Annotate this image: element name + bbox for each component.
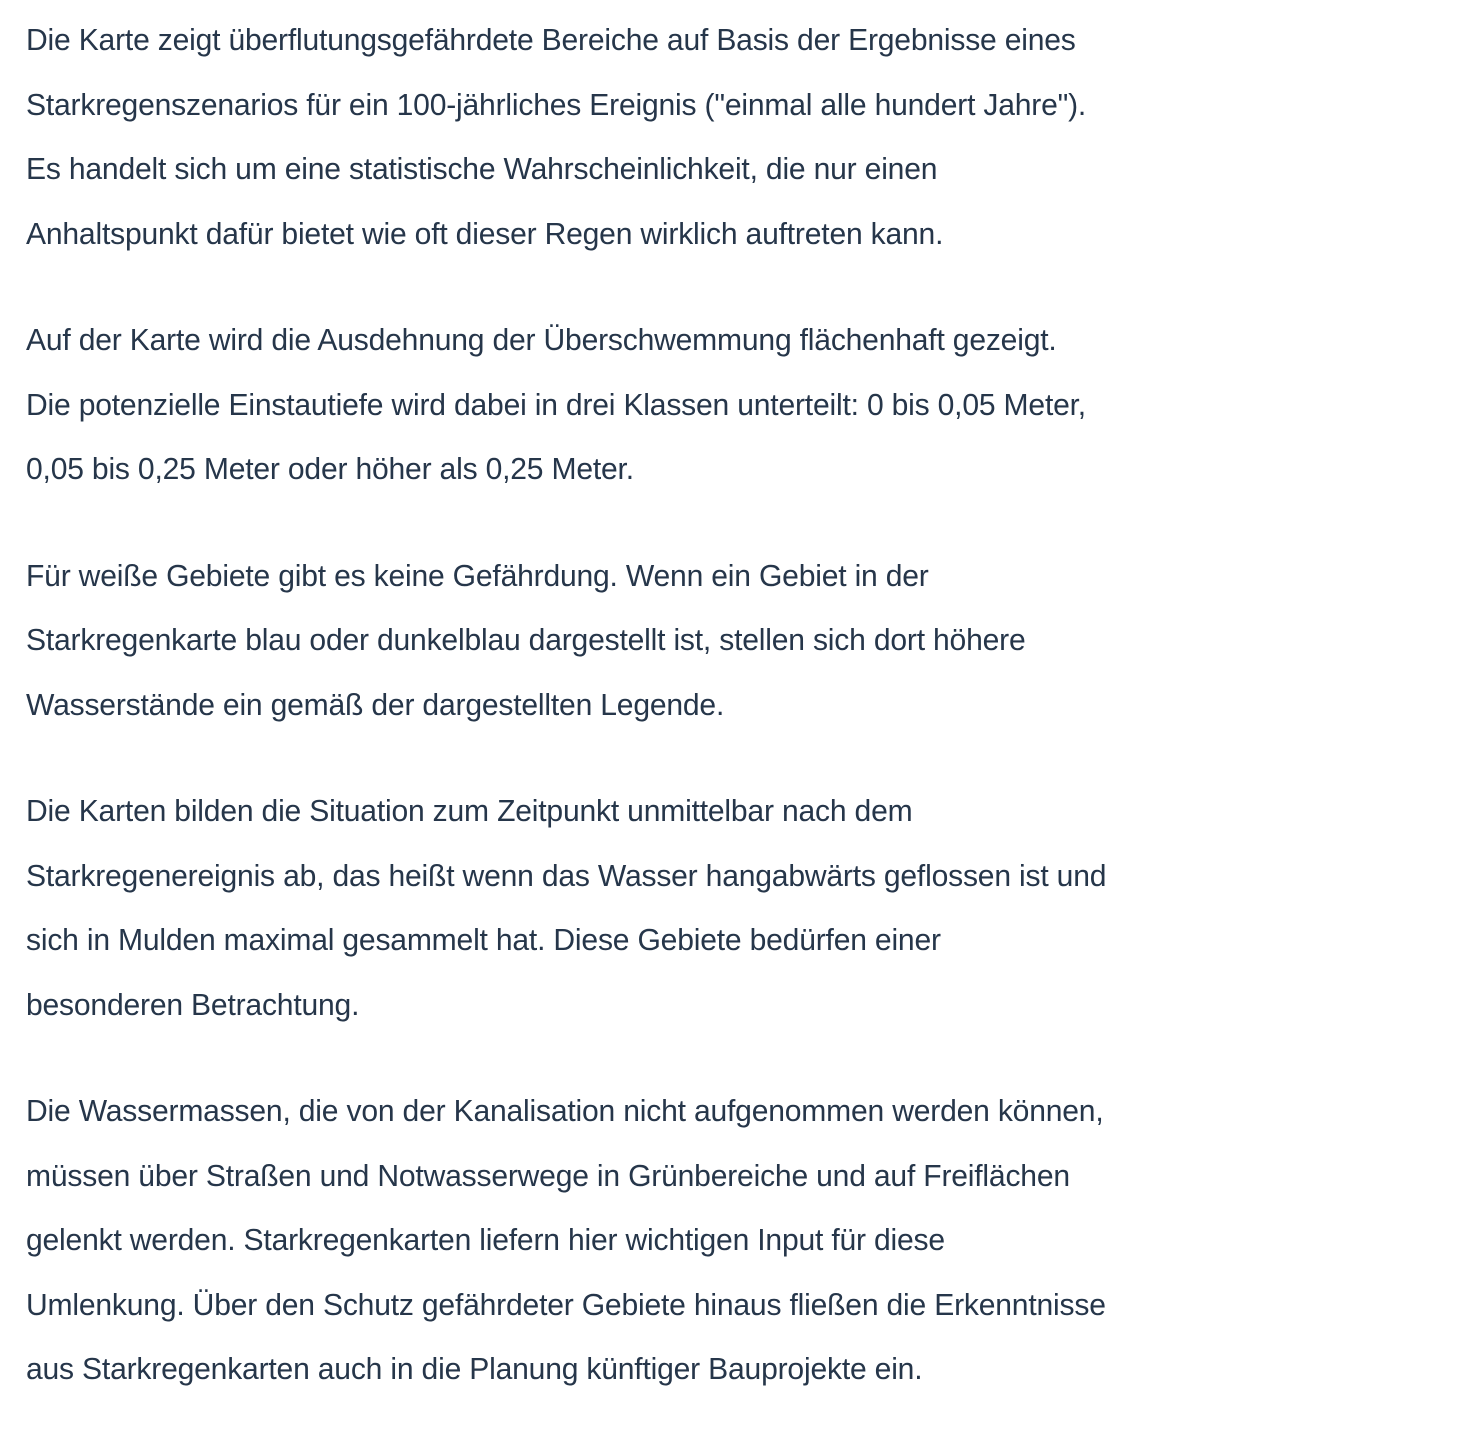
- text-line: sich in Mulden maximal gesammelt hat. Diese Gebiete bedürfen einer: [26, 922, 941, 957]
- paragraph-situation-after-event: [26, 783, 1476, 1041]
- text-line: Umlenkung. Über den Schutz gefährdeter Gebiete hinaus fließen die Erkenntnisse: [26, 1286, 1106, 1322]
- text-line: Starkregenkarte blau oder dunkelblau dargestellt ist, stellen sich dort höhere: [26, 622, 1026, 657]
- text-line: Für weiße Gebiete gibt es keine Gefährdung. Wenn ein Gebiet in der: [26, 557, 929, 593]
- text-line: gelenkt werden. Starkregenkarten liefern hier wichtigen Input für diese: [26, 1222, 945, 1257]
- paragraph-map-scenario: [26, 12, 1476, 270]
- text-line: Die Karte zeigt überflutungsgefährdete Bereiche auf Basis der Ergebnisse eines: [26, 22, 1076, 57]
- text-line: 0,05 bis 0,25 Meter oder höher als 0,25 Meter.: [26, 451, 634, 486]
- text-line: Die Karten bilden die Situation zum Zeitpunkt unmittelbar nach dem: [26, 793, 913, 828]
- text-line: Starkregenszenarios für ein 100-jährliches Ereignis ("einmal alle hundert Jahre").: [26, 86, 1087, 122]
- text-line: Starkregenereignis ab, das heißt wenn das Wasser hangabwärts geflossen ist und: [26, 857, 1107, 893]
- text-line: müssen über Straßen und Notwasserwege in Grünbereiche und auf Freiflächen: [26, 1157, 1070, 1193]
- text-line: Auf der Karte wird die Ausdehnung der Überschwemmung flächenhaft gezeigt.: [26, 322, 1057, 357]
- text-line: Die potenzielle Einstautiefe wird dabei in drei Klassen unterteilt: 0 bis 0,05 Meter,: [26, 386, 1086, 422]
- text-line: Wasserstände ein gemäß der dargestellten Legende.: [26, 686, 725, 722]
- paragraph-color-legend: [26, 548, 1476, 742]
- text-line: Die Wassermassen, die von der Kanalisation nicht aufgenommen werden können,: [26, 1093, 1104, 1128]
- text-line: aus Starkregenkarten auch in die Planung künftiger Bauprojekte ein.: [26, 1351, 923, 1386]
- paragraph-flood-depth-classes: [26, 312, 1476, 506]
- paragraph-water-diversion: [26, 1083, 1476, 1406]
- document-body: [26, 12, 1476, 1448]
- text-line: Es handelt sich um eine statistische Wahrscheinlichkeit, die nur einen: [26, 151, 938, 186]
- text-line: Anhaltspunkt dafür bietet wie oft dieser Regen wirklich auftreten kann.: [26, 215, 944, 251]
- text-line: besonderen Betrachtung.: [26, 986, 360, 1022]
